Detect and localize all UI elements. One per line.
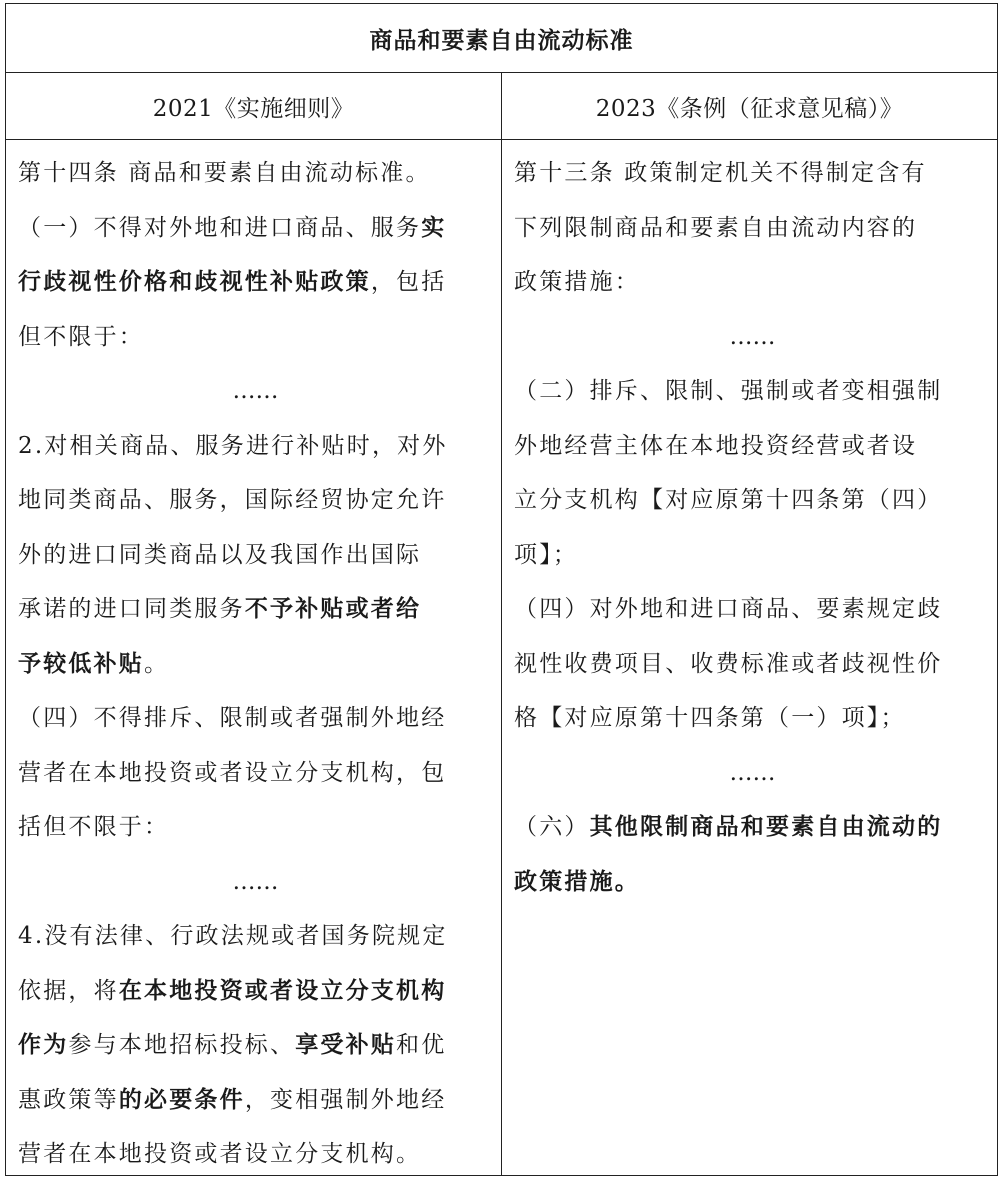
text-line xyxy=(18,582,493,637)
bold-text-segment: 予较低补贴 xyxy=(18,649,144,677)
bold-text-segment: 作为 xyxy=(18,1031,69,1058)
text-line xyxy=(514,582,991,637)
text-line xyxy=(18,855,493,910)
text-segment: （六） xyxy=(514,814,590,840)
text-segment: 外地经营主体在本地投资经营或者设 xyxy=(514,432,918,459)
column-2023-text xyxy=(502,140,997,1175)
text-line xyxy=(514,473,991,528)
text-line xyxy=(18,255,493,310)
bold-text-segment: 在本地投资或者设立分支机构 xyxy=(118,976,447,1004)
text-segment: 和优 xyxy=(396,1032,447,1058)
comparison-table xyxy=(5,3,998,1176)
text-segment: 外的进口同类商品以及我国作出国际 xyxy=(18,541,422,568)
text-segment: （四）不得排斥、限制或者强制外地经 xyxy=(18,705,447,731)
content-row xyxy=(6,140,997,1175)
text-line xyxy=(18,637,493,692)
text-line xyxy=(18,419,493,474)
text-line xyxy=(18,528,493,583)
text-line xyxy=(514,201,991,256)
text-segment: 政策措施： xyxy=(514,269,640,295)
bold-text-segment: 享受补贴 xyxy=(295,1031,397,1058)
text-segment: 立分支机构【对应原第十四条第（四） xyxy=(514,487,943,513)
text-line xyxy=(514,637,991,692)
text-segment: 第十三条 政策制定机关不得制定含有 xyxy=(514,160,927,186)
text-line xyxy=(18,310,493,365)
bold-text-segment: 行歧视性价格和歧视性补贴政策 xyxy=(18,268,371,295)
header-2023: 2023《条例（征求意见稿）》 xyxy=(595,95,904,122)
text-line xyxy=(514,746,991,801)
text-line xyxy=(18,746,493,801)
text-segment: 营者在本地投资或者设立分支机构。 xyxy=(18,1141,422,1167)
text-segment: ，变相强制外地经 xyxy=(244,1086,447,1113)
text-line xyxy=(18,201,493,256)
text-line xyxy=(514,855,991,910)
header-2021: 2021《实施细则》 xyxy=(6,73,502,139)
text-segment: 营者在本地投资或者设立分支机构，包 xyxy=(18,759,447,786)
text-line xyxy=(18,909,493,964)
text-segment: 承诺的进口同类服务 xyxy=(18,596,245,622)
bold-text-segment: 其他限制商品和要素自由流动的 xyxy=(589,813,943,840)
bold-text-segment: 实 xyxy=(421,213,447,241)
text-segment: （一）不得对外地和进口商品、服务 xyxy=(18,214,422,241)
text-segment: 参与本地招标投标、 xyxy=(68,1032,296,1058)
text-segment: …… xyxy=(729,323,776,350)
text-line xyxy=(514,146,991,201)
bold-text-segment: 政策措施。 xyxy=(514,867,640,895)
text-segment: 但不限于： xyxy=(18,323,144,350)
text-line xyxy=(18,1018,493,1073)
text-segment: ，包括 xyxy=(370,269,447,295)
text-segment: 第十四条 商品和要素自由流动标准。 xyxy=(18,160,431,186)
text-segment: 依据，将 xyxy=(18,977,119,1004)
text-segment: …… xyxy=(232,378,279,404)
text-line xyxy=(514,800,991,855)
header-row xyxy=(6,73,997,140)
text-line xyxy=(514,255,991,310)
text-segment: 。 xyxy=(144,650,170,677)
text-line xyxy=(514,419,991,474)
text-line xyxy=(514,310,991,365)
text-segment: 下列限制商品和要素自由流动内容的 xyxy=(514,214,918,241)
text-line xyxy=(18,1127,493,1182)
text-segment: （四）对外地和进口商品、要素规定歧 xyxy=(514,596,943,622)
text-segment: 视性收费项目、收费标准或者歧视性价 xyxy=(514,650,943,677)
text-segment: 括但不限于： xyxy=(18,814,170,840)
text-line xyxy=(514,528,991,583)
text-segment: 格【对应原第十四条第（一）项】； xyxy=(514,705,906,731)
text-line xyxy=(18,800,493,855)
text-line xyxy=(18,1073,493,1128)
text-line xyxy=(18,146,493,201)
text-line xyxy=(18,473,493,528)
text-line xyxy=(18,964,493,1019)
bold-text-segment: 的必要条件 xyxy=(118,1085,245,1113)
text-segment: 2.对相关商品、服务进行补贴时，对外 xyxy=(18,432,448,459)
text-line xyxy=(514,364,991,419)
bold-text-segment: 不予补贴或者给 xyxy=(244,595,422,622)
text-line xyxy=(18,364,493,419)
text-segment: 4.没有法律、行政法规或者国务院规定 xyxy=(18,923,448,949)
text-segment: …… xyxy=(232,868,279,895)
text-segment: （二）排斥、限制、强制或者变相强制 xyxy=(514,378,943,404)
text-line xyxy=(514,691,991,746)
text-segment: 惠政策等 xyxy=(18,1086,119,1113)
text-segment: …… xyxy=(729,759,776,786)
table-title: 商品和要素自由流动标准 xyxy=(6,4,997,73)
text-segment: 地同类商品、服务，国际经贸协定允许 xyxy=(18,487,447,513)
text-segment: 项】； xyxy=(514,541,579,568)
column-2021-text xyxy=(6,140,502,1175)
text-line xyxy=(18,691,493,746)
